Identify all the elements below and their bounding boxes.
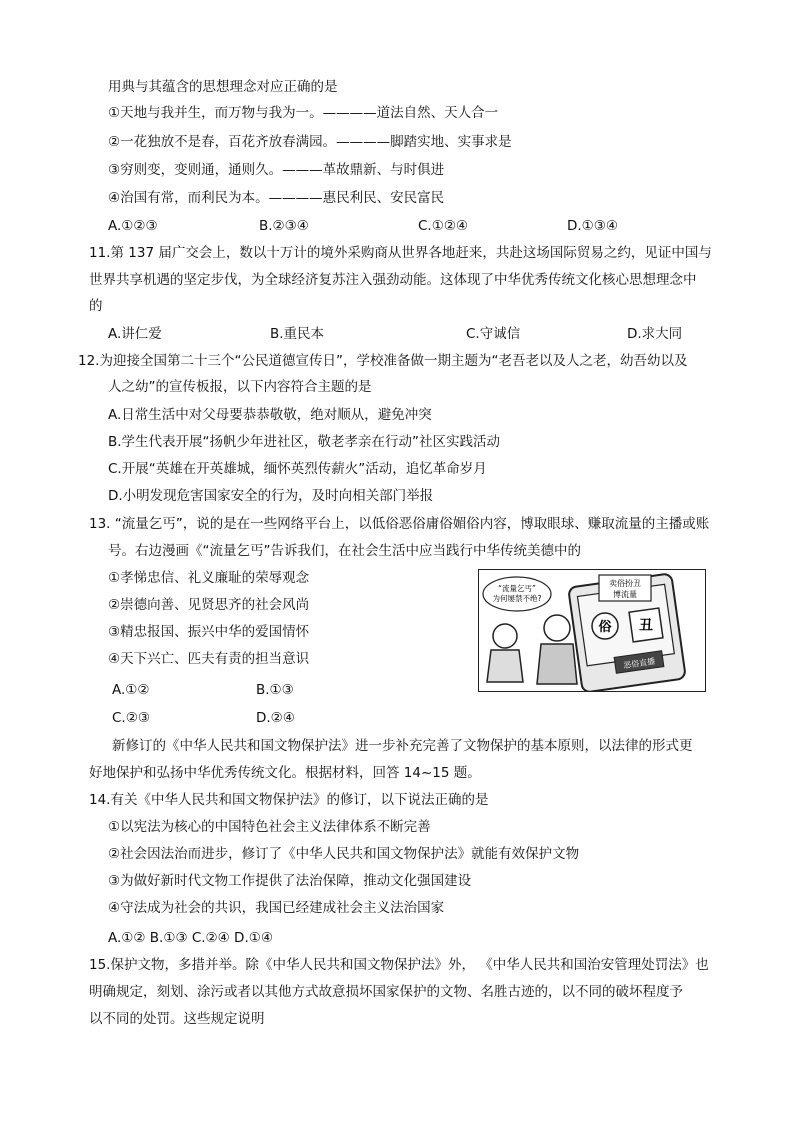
- man-body-icon: [487, 650, 523, 682]
- q13-stem-line-2: 号。右边漫画《“流量乞丐”告诉我们，在社会生活中应当践行中华传统美德中的: [108, 543, 581, 559]
- screen-label: 恶俗直播: [622, 656, 656, 671]
- q14-stem: 14.有关《中华人民共和国文物保护法》的修订，以下说法正确的是: [89, 792, 489, 808]
- q11-stem-line-3: 的: [89, 298, 103, 314]
- q14-item-3: ③为做好新时代文物工作提供了法治保障，推动文化强国建设: [108, 873, 472, 889]
- q15-stem-line-3: 以不同的处罚。这些规定说明: [89, 1011, 265, 1027]
- q12-option-d[interactable]: D.小明发现危害国家安全的行为，及时向相关部门举报: [108, 488, 434, 504]
- q13-option-a[interactable]: A.①②: [112, 682, 150, 698]
- banner-line-1: 卖俗扮丑: [609, 579, 641, 588]
- material-line-1: 新修订的《中华人民共和国文物保护法》进一步补充完善了文物保护的基本原则，以法律的形式更: [112, 738, 693, 754]
- q13-item-2: ②崇德向善、见贤思齐的社会风尚: [108, 597, 310, 613]
- q10-stem: 用典与其蕴含的思想理念对应正确的是: [108, 79, 338, 95]
- banner-line-2: 博流量: [613, 590, 637, 599]
- q10-item-3: ③穷则变，变则通，通则久。———革故鼎新、与时俱进: [108, 162, 445, 178]
- q14-options[interactable]: A.①② B.①③ C.②④ D.①④: [108, 930, 273, 946]
- bubble-line-2: 为何屡禁不绝?: [492, 594, 542, 603]
- q10-item-4: ④治国有常，而利民为本。————惠民利民、安民富民: [108, 190, 445, 206]
- q14-item-2: ②社会因法治而进步，修订了《中华人民共和国文物保护法》就能有效保护文物: [108, 846, 580, 862]
- q12-stem-line-1: 12.为迎接全国第二十三个“公民道德宣传日”，学校准备做一期主题为“老吾老以及人之老，幼吾幼以及: [78, 353, 688, 369]
- q13-option-d[interactable]: D.②④: [256, 710, 295, 726]
- cartoon-drawing: [479, 570, 705, 691]
- q10-item-1: ①天地与我并生，而万物与我为一。————道法自然、天人合一: [108, 105, 499, 121]
- q13-item-4: ④天下兴亡、匹夫有责的担当意识: [108, 651, 310, 667]
- q10-item-2: ②一花独放不是春，百花齐放春满园。————脚踏实地、实事求是: [108, 134, 512, 150]
- q13-option-b[interactable]: B.①③: [256, 682, 294, 698]
- q10-option-c[interactable]: C.①②④: [418, 218, 469, 234]
- q13-item-3: ③精忠报国、振兴中华的爱国情怀: [108, 624, 310, 640]
- q11-stem-line-2: 世界共享机遇的坚定步伐，为全球经济复苏注入强劲动能。这体现了中华优秀传统文化核心思想理念中: [89, 272, 697, 288]
- bubble-line-1: “流量乞丐”: [498, 584, 536, 593]
- q13-item-1: ①孝悌忠信、礼义廉耻的荣辱观念: [108, 570, 310, 586]
- q11-option-c[interactable]: C.守诚信: [466, 326, 521, 342]
- q11-option-d[interactable]: D.求大同: [627, 326, 683, 342]
- q12-stem-line-2: 人之幼”的宣传板报，以下内容符合主题的是: [108, 379, 372, 395]
- q14-item-1: ①以宪法为核心的中国特色社会主义法律体系不断完善: [108, 819, 431, 835]
- char-left: 俗: [598, 620, 612, 635]
- q15-stem-line-2: 明确规定，刻划、涂污或者以其他方式故意损坏国家保护的文物、名胜古迹的，以不同的破坏程度予: [89, 984, 683, 1000]
- q10-option-d[interactable]: D.①③④: [567, 218, 618, 234]
- q12-option-c[interactable]: C.开展“英雄在开英雄城，缅怀英烈传薪火”活动，追忆革命岁月: [108, 461, 487, 477]
- char-right: 丑: [639, 618, 653, 634]
- q13-option-c[interactable]: C.②③: [112, 710, 150, 726]
- q11-option-a[interactable]: A.讲仁爱: [108, 326, 162, 342]
- q10-option-a[interactable]: A.①②③: [108, 218, 158, 234]
- man-head-icon: [493, 624, 517, 648]
- woman-head-icon: [544, 615, 570, 641]
- q12-option-a[interactable]: A.日常生活中对父母要恭恭敬敬，绝对顺从，避免冲突: [108, 407, 432, 423]
- material-line-2: 好地保护和弘扬中华优秀传统文化。根据材料，回答 14~15 题。: [89, 765, 481, 781]
- q11-option-b[interactable]: B.重民本: [270, 326, 325, 342]
- q15-stem-line-1: 15.保护文物，多措并举。除《中华人民共和国文物保护法》外， 《中华人民共和国治安管理处罚法》也: [89, 957, 709, 973]
- q11-stem-line-1: 11.第 137 届广交会上，数以十万计的境外采购商从世界各地赶来，共赴这场国际贸易之约，见证中国与: [89, 245, 712, 261]
- q14-item-4: ④守法成为社会的共识，我国已经建成社会主义法治国家: [108, 900, 445, 916]
- q12-option-b[interactable]: B.学生代表开展“扬帆少年进社区，敬老孝亲在行动”社区实践活动: [108, 434, 501, 450]
- q13-stem-line-1: 13. “流量乞丐”，说的是在一些网络平台上，以低俗恶俗庸俗媚俗内容，博取眼球、赚取流量的主播或账: [89, 516, 710, 532]
- woman-body-icon: [537, 644, 577, 684]
- q10-option-b[interactable]: B.②③④: [259, 218, 309, 234]
- cartoon-illustration: [478, 569, 706, 692]
